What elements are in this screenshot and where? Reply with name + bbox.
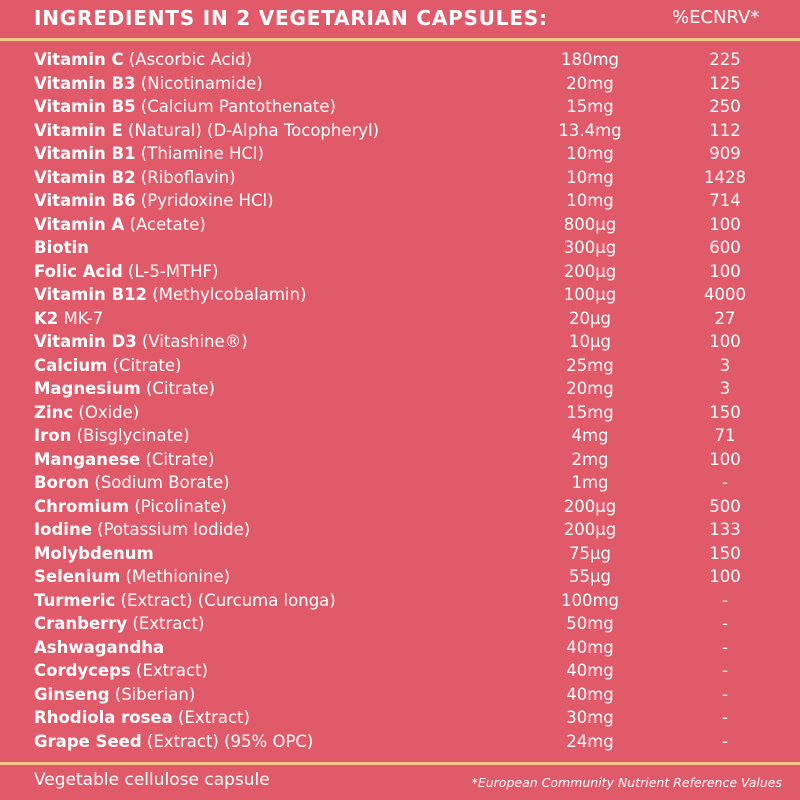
ingredient-nrv: 225 [709,50,741,69]
ingredient-name [34,189,274,213]
ingredient-name [34,448,214,472]
ingredient-nrv: 100 [709,261,741,281]
ingredient-detail: (Nicotinamide) [135,73,263,93]
ingredient-label: Vitamin C [34,50,124,69]
ingredient-nrv: 150 [709,543,741,563]
ingredient-amount: 100mg [560,590,620,610]
ingredient-amount: 200µg [563,520,617,539]
ingredients-table [0,48,800,753]
ingredient-name [34,72,263,96]
ingredient-name [34,636,164,660]
ingredient-name [34,683,195,707]
table-row [0,448,800,472]
ingredient-amount: 20µg [569,308,611,328]
ingredient-detail: (Methylcobalamin) [147,285,307,304]
ingredient-nrv: 27 [714,308,736,328]
ingredient-detail: (L-5-MTHF) [122,261,219,281]
ingredient-label: Manganese [34,449,141,469]
table-row [0,471,800,495]
ingredient-label: Selenium [34,567,121,586]
ingredient-detail: (Acetate) [124,214,206,234]
ingredient-name [34,612,204,636]
ingredient-name [34,236,89,260]
nrv-column-header: %ECNRV* [672,7,760,28]
ingredient-nrv: 714 [709,191,741,210]
ingredient-name [34,424,190,448]
ingredient-name [34,166,236,190]
ingredient-amount: 15mg [566,402,614,422]
ingredient-amount: 40mg [566,684,614,704]
ingredient-label: K2 [34,308,59,328]
ingredient-label: Vitamin B6 [34,191,136,210]
table-row [0,424,800,448]
ingredient-nrv: 100 [709,567,741,586]
table-row [0,166,800,190]
ingredient-amount: 2mg [571,449,609,469]
ingredient-detail: (Extract) [130,661,208,680]
ingredient-nrv: - [722,590,728,610]
ingredient-amount: 10µg [569,332,611,351]
ingredient-nrv: 1428 [704,167,746,187]
ingredient-nrv: - [722,614,728,633]
ingredient-nrv: 909 [709,144,741,163]
ingredient-label: Vitamin B3 [34,73,136,93]
ingredient-name [34,213,206,237]
ingredient-nrv: 600 [709,238,741,257]
ingredient-label: Ginseng [34,684,110,704]
table-row [0,565,800,589]
table-row [0,330,800,354]
table-row [0,72,800,96]
ingredient-name [34,471,230,495]
table-row [0,589,800,613]
ingredient-amount: 10mg [566,191,614,210]
ingredient-label: Chromium [34,496,130,516]
ingredient-nrv: 71 [714,426,736,445]
ingredient-detail: (Bisglycinate) [71,426,190,445]
ingredient-nrv: 125 [709,73,741,93]
ingredient-amount: 40mg [566,661,614,680]
table-row [0,612,800,636]
ingredient-nrv: - [722,684,728,704]
ingredient-detail: (Extract) (Curcuma longa) [115,590,336,610]
ingredient-nrv: 3 [719,355,731,375]
ingredient-label: Vitamin D3 [34,332,137,351]
table-row [0,495,800,519]
ingredient-amount: 20mg [566,379,614,398]
ingredient-name [34,283,306,307]
table-row [0,260,800,284]
ingredient-detail: (Potassium Iodide) [91,520,251,539]
ingredient-label: Iodine [34,520,92,539]
table-row [0,283,800,307]
ingredient-label: Cranberry [34,614,128,633]
ingredient-detail: (Natural) (D-Alpha Tocopheryl) [122,120,380,140]
ingredient-detail: (Extract) [127,614,205,633]
ingredient-amount: 100µg [563,285,617,304]
top-divider [0,38,800,41]
header [0,0,800,40]
ingredient-nrv: 133 [709,520,741,539]
table-row [0,354,800,378]
ingredient-amount: 10mg [566,167,614,187]
table-row [0,119,800,143]
ingredient-label: Calcium [34,355,108,375]
ingredient-amount: 4mg [571,426,609,445]
ingredient-detail: (Citrate) [107,355,182,375]
ingredient-name [34,48,252,72]
page-title: INGREDIENTS IN 2 VEGETARIAN CAPSULES: [34,6,548,30]
ingredient-nrv: 100 [709,449,741,469]
ingredient-name [34,307,103,331]
ingredient-label: Molybdenum [34,543,154,563]
ingredient-amount: 55µg [569,567,611,586]
ingredient-label: Vitamin B5 [34,97,136,116]
nrv-footnote: *European Community Nutrient Reference Values [471,775,782,790]
ingredient-name [34,659,208,683]
ingredient-amount: 24mg [566,731,614,751]
ingredient-nrv: 4000 [704,285,746,304]
ingredient-amount: 75µg [569,543,611,563]
ingredient-label: Turmeric [34,590,116,610]
ingredient-label: Ashwagandha [34,637,165,657]
ingredient-nrv: 100 [709,332,741,351]
table-row [0,236,800,260]
ingredient-detail: (Oxide) [73,402,140,422]
table-row [0,307,800,331]
ingredient-amount: 40mg [566,637,614,657]
ingredient-amount: 180mg [560,50,620,69]
bottom-divider [0,762,800,765]
table-row [0,95,800,119]
ingredient-detail: (Thiamine HCl) [135,144,264,163]
ingredient-amount: 200µg [563,261,617,281]
table-row [0,189,800,213]
ingredient-detail: MK-7 [58,308,104,328]
ingredient-name [34,354,182,378]
table-row [0,659,800,683]
ingredient-label: Zinc [34,402,74,422]
ingredient-name [34,142,264,166]
ingredient-amount: 25mg [566,355,614,375]
ingredient-detail: (Methionine) [120,567,231,586]
ingredient-name [34,706,250,730]
ingredient-nrv: - [722,731,728,751]
ingredient-name [34,518,250,542]
ingredient-label: Vitamin B12 [34,285,148,304]
ingredient-amount: 300µg [563,238,617,257]
ingredient-label: Folic Acid [34,261,123,281]
ingredient-detail: (Ascorbic Acid) [123,50,253,69]
ingredient-label: Vitamin B1 [34,144,136,163]
table-row [0,213,800,237]
ingredient-amount: 50mg [566,614,614,633]
table-row [0,401,800,425]
table-row [0,730,800,754]
ingredient-amount: 1mg [571,473,609,492]
ingredient-nrv: 3 [719,379,731,398]
table-row [0,142,800,166]
ingredient-detail: (Picolinate) [129,496,227,516]
ingredient-nrv: 100 [709,214,741,234]
ingredient-amount: 200µg [563,496,617,516]
ingredient-name [34,730,313,754]
ingredient-name [34,260,218,284]
ingredient-nrv: 500 [709,496,741,516]
ingredient-amount: 13.4mg [558,120,622,140]
ingredient-label: Grape Seed [34,731,142,751]
ingredient-label: Iron [34,426,72,445]
ingredient-nrv: - [722,637,728,657]
ingredient-amount: 10mg [566,144,614,163]
ingredient-label: Biotin [34,238,89,257]
ingredient-amount: 30mg [566,708,614,727]
ingredient-nrv: 250 [709,97,741,116]
ingredient-detail: (Sodium Borate) [89,473,230,492]
ingredient-label: Rhodiola rosea [34,708,173,727]
ingredient-detail: (Siberian) [109,684,196,704]
ingredient-label: Boron [34,473,90,492]
ingredient-detail: (Calcium Pantothenate) [135,97,336,116]
ingredient-name [34,565,230,589]
table-row [0,542,800,566]
ingredient-nrv: - [722,473,728,492]
ingredient-detail: (Citrate) [140,449,215,469]
ingredient-amount: 800µg [563,214,617,234]
ingredient-name [34,95,336,119]
ingredient-name [34,495,227,519]
ingredient-detail: (Vitashine®) [136,332,248,351]
ingredient-label: Vitamin B2 [34,167,136,187]
ingredient-nrv: 112 [709,120,741,140]
table-row [0,636,800,660]
ingredient-detail: (Extract) [172,708,250,727]
ingredient-label: Vitamin E [34,120,123,140]
table-row [0,683,800,707]
ingredient-name [34,589,336,613]
capsule-note: Vegetable cellulose capsule [34,770,270,790]
ingredient-name [34,377,215,401]
ingredient-detail: (Extract) (95% OPC) [141,731,314,751]
ingredient-name [34,330,248,354]
ingredient-nrv: - [722,661,728,680]
ingredient-detail: (Pyridoxine HCl) [135,191,274,210]
ingredient-amount: 20mg [566,73,614,93]
ingredient-detail: (Riboflavin) [135,167,236,187]
table-row [0,706,800,730]
ingredient-label: Cordyceps [34,661,131,680]
ingredient-name [34,542,154,566]
table-row [0,377,800,401]
ingredient-nrv: - [722,708,728,727]
table-row [0,48,800,72]
ingredient-detail: (Citrate) [140,379,215,398]
ingredient-name [34,401,139,425]
ingredient-label: Vitamin A [34,214,125,234]
ingredient-label: Magnesium [34,379,141,398]
ingredient-name [34,119,379,143]
ingredient-nrv: 150 [709,402,741,422]
table-row [0,518,800,542]
ingredient-amount: 15mg [566,97,614,116]
